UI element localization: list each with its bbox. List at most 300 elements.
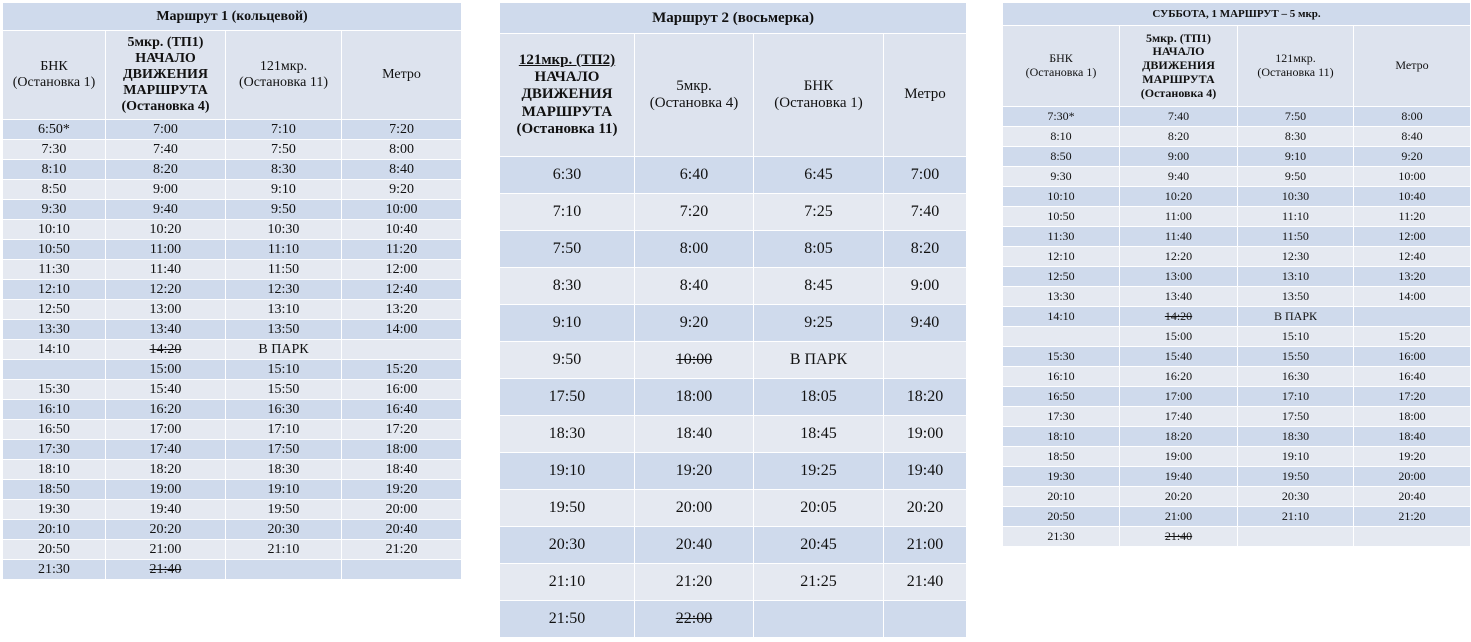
time-cell: 19:10 — [226, 480, 342, 500]
time-cell: 19:40 — [1120, 467, 1238, 487]
time-cell: 16:30 — [226, 400, 342, 420]
time-cell: 9:20 — [635, 305, 754, 342]
time-cell: 15:40 — [106, 380, 226, 400]
park-row — [500, 342, 967, 379]
table-row — [500, 231, 967, 268]
time-cell: 16:30 — [1238, 367, 1354, 387]
time-cell: 10:50 — [1003, 207, 1120, 227]
time-cell: 9:30 — [3, 200, 106, 220]
time-cell: 8:10 — [1003, 127, 1120, 147]
time-cell: 16:40 — [342, 400, 462, 420]
time-cell: 19:30 — [1003, 467, 1120, 487]
time-cell: 17:10 — [1238, 387, 1354, 407]
table-row — [3, 220, 462, 240]
route1-body — [3, 120, 462, 580]
cancelled-time-cell: 14:20 — [1120, 307, 1238, 327]
table-row — [1003, 187, 1471, 207]
time-cell: 9:00 — [1120, 147, 1238, 167]
time-cell: 16:10 — [3, 400, 106, 420]
time-cell: 9:00 — [884, 268, 967, 305]
time-cell: 18:30 — [1238, 427, 1354, 447]
time-cell: 9:20 — [1354, 147, 1471, 167]
cancelled-time-cell: 21:40 — [106, 560, 226, 580]
time-cell: 7:20 — [342, 120, 462, 140]
time-cell: 16:10 — [1003, 367, 1120, 387]
saturday-body — [1003, 107, 1471, 547]
table-row — [1003, 487, 1471, 507]
time-cell: 11:50 — [1238, 227, 1354, 247]
time-cell: 17:10 — [226, 420, 342, 440]
time-cell: 19:20 — [342, 480, 462, 500]
table-row — [500, 194, 967, 231]
time-cell: 10:30 — [1238, 187, 1354, 207]
time-cell: 8:00 — [342, 140, 462, 160]
time-cell: 15:00 — [106, 360, 226, 380]
time-cell: 13:00 — [106, 300, 226, 320]
time-cell: 18:10 — [1003, 427, 1120, 447]
time-cell: 20:50 — [3, 540, 106, 560]
time-cell: 8:20 — [1120, 127, 1238, 147]
time-cell: 20:00 — [1354, 467, 1471, 487]
time-cell: 19:20 — [1354, 447, 1471, 467]
time-cell: 13:10 — [226, 300, 342, 320]
to-depot-note: В ПАРК — [1238, 307, 1354, 327]
table-row — [3, 280, 462, 300]
table-row — [1003, 227, 1471, 247]
empty-cell — [226, 560, 342, 580]
table-row — [3, 200, 462, 220]
time-cell: 8:30 — [500, 268, 635, 305]
time-cell: 7:00 — [106, 120, 226, 140]
table-row — [3, 500, 462, 520]
table-row — [3, 520, 462, 540]
time-cell: 11:50 — [226, 260, 342, 280]
time-cell: 20:05 — [754, 490, 884, 527]
table-row — [500, 453, 967, 490]
time-cell: 19:25 — [754, 453, 884, 490]
time-cell: 21:40 — [884, 564, 967, 601]
time-cell — [3, 360, 106, 380]
time-cell: 15:30 — [1003, 347, 1120, 367]
time-cell: 21:10 — [1238, 507, 1354, 527]
time-cell: 12:40 — [1354, 247, 1471, 267]
time-cell: 11:30 — [3, 260, 106, 280]
time-cell: 12:40 — [342, 280, 462, 300]
table-row — [1003, 247, 1471, 267]
empty-cell — [1354, 307, 1471, 327]
time-cell: 6:45 — [754, 157, 884, 194]
time-cell: 20:20 — [884, 490, 967, 527]
time-cell: 18:40 — [342, 460, 462, 480]
time-cell: 20:30 — [500, 527, 635, 564]
table-row — [500, 490, 967, 527]
table-row — [3, 140, 462, 160]
time-cell: 13:30 — [1003, 287, 1120, 307]
time-cell: 18:20 — [106, 460, 226, 480]
route1-schedule-table — [2, 2, 462, 580]
route1-header-5mkr: 5мкр. (ТП1) НАЧАЛО ДВИЖЕНИЯ МАРШРУТА (Остановка 4) — [106, 31, 226, 120]
saturday-header-121mkr: 121мкр. (Остановка 11) — [1238, 26, 1354, 107]
cancelled-time-cell: 10:00 — [635, 342, 754, 379]
table-row — [3, 320, 462, 340]
time-cell: 8:05 — [754, 231, 884, 268]
time-cell: 7:10 — [226, 120, 342, 140]
saturday-header-metro: Метро — [1354, 26, 1471, 107]
time-cell: 17:00 — [1120, 387, 1238, 407]
time-cell: 10:30 — [226, 220, 342, 240]
time-cell: 12:20 — [1120, 247, 1238, 267]
time-cell: 17:20 — [342, 420, 462, 440]
time-cell: 14:00 — [342, 320, 462, 340]
table-row — [1003, 147, 1471, 167]
time-cell: 17:40 — [106, 440, 226, 460]
table-row — [500, 527, 967, 564]
empty-cell — [884, 601, 967, 638]
table-row — [3, 400, 462, 420]
time-cell: 7:00 — [884, 157, 967, 194]
route2-body — [500, 157, 967, 638]
time-cell: 14:00 — [1354, 287, 1471, 307]
table-row — [3, 540, 462, 560]
time-cell: 9:10 — [1238, 147, 1354, 167]
time-cell: 13:20 — [342, 300, 462, 320]
time-cell: 21:00 — [884, 527, 967, 564]
table-row — [1003, 127, 1471, 147]
time-cell: 18:45 — [754, 416, 884, 453]
time-cell: 9:40 — [106, 200, 226, 220]
time-cell: 9:10 — [226, 180, 342, 200]
saturday-title: СУББОТА, 1 МАРШРУТ – 5 мкр. — [1003, 3, 1471, 26]
table-row — [3, 180, 462, 200]
time-cell: 15:10 — [1238, 327, 1354, 347]
table-row — [1003, 327, 1471, 347]
time-cell: 19:10 — [1238, 447, 1354, 467]
table-row — [1003, 287, 1471, 307]
time-cell: 16:00 — [342, 380, 462, 400]
table-row — [500, 564, 967, 601]
park-row — [3, 340, 462, 360]
table-row — [1003, 107, 1471, 127]
time-cell: 7:50 — [1238, 107, 1354, 127]
table-row — [500, 268, 967, 305]
empty-cell — [754, 601, 884, 638]
time-cell: 17:50 — [1238, 407, 1354, 427]
time-cell: 18:50 — [3, 480, 106, 500]
time-cell: 10:40 — [342, 220, 462, 240]
time-cell: 12:00 — [342, 260, 462, 280]
time-cell: 16:40 — [1354, 367, 1471, 387]
route1-title: Маршрут 1 (кольцевой) — [3, 3, 462, 31]
time-cell: 8:30 — [226, 160, 342, 180]
time-cell: 12:30 — [1238, 247, 1354, 267]
time-cell: 13:40 — [106, 320, 226, 340]
time-cell: 19:00 — [884, 416, 967, 453]
time-cell: 19:30 — [3, 500, 106, 520]
time-cell: 11:10 — [1238, 207, 1354, 227]
to-depot-note: В ПАРК — [226, 340, 342, 360]
time-cell: 15:20 — [1354, 327, 1471, 347]
time-cell: 20:20 — [1120, 487, 1238, 507]
time-cell: 19:50 — [500, 490, 635, 527]
time-cell: 8:40 — [635, 268, 754, 305]
time-cell: 7:25 — [754, 194, 884, 231]
time-cell: 12:50 — [3, 300, 106, 320]
time-cell: 21:10 — [500, 564, 635, 601]
time-cell: 7:30 — [3, 140, 106, 160]
route1-header-bnk: БНК (Остановка 1) — [3, 31, 106, 120]
time-cell: 15:50 — [226, 380, 342, 400]
time-cell: 21:30 — [3, 560, 106, 580]
time-cell: 8:10 — [3, 160, 106, 180]
time-cell: 11:30 — [1003, 227, 1120, 247]
time-cell: 19:40 — [106, 500, 226, 520]
time-cell: 19:50 — [1238, 467, 1354, 487]
time-cell: 21:20 — [1354, 507, 1471, 527]
table-row — [3, 460, 462, 480]
time-cell: 20:40 — [342, 520, 462, 540]
table-row — [1003, 507, 1471, 527]
time-cell: 13:50 — [226, 320, 342, 340]
time-cell: 8:20 — [106, 160, 226, 180]
time-cell: 10:20 — [106, 220, 226, 240]
saturday-header-bnk: БНК (Остановка 1) — [1003, 26, 1120, 107]
time-cell: 9:50 — [226, 200, 342, 220]
time-cell: 12:00 — [1354, 227, 1471, 247]
time-cell — [1003, 327, 1120, 347]
time-cell: 13:30 — [3, 320, 106, 340]
time-cell: 21:20 — [342, 540, 462, 560]
time-cell: 20:20 — [106, 520, 226, 540]
time-cell: 15:00 — [1120, 327, 1238, 347]
time-cell: 10:00 — [342, 200, 462, 220]
last-row — [500, 601, 967, 638]
time-cell: 18:40 — [1354, 427, 1471, 447]
time-cell: 10:10 — [3, 220, 106, 240]
time-cell: 20:00 — [342, 500, 462, 520]
time-cell: 11:40 — [106, 260, 226, 280]
cancelled-time-cell: 14:20 — [106, 340, 226, 360]
time-cell: 21:10 — [226, 540, 342, 560]
route2-header-metro: Метро — [884, 34, 967, 157]
time-cell: 21:00 — [1120, 507, 1238, 527]
time-cell: 13:10 — [1238, 267, 1354, 287]
time-cell: 11:00 — [1120, 207, 1238, 227]
time-cell: 21:20 — [635, 564, 754, 601]
table-row — [1003, 467, 1471, 487]
table-row — [3, 240, 462, 260]
time-cell: 11:20 — [1354, 207, 1471, 227]
time-cell: 10:20 — [1120, 187, 1238, 207]
time-cell: 6:50* — [3, 120, 106, 140]
time-cell: 17:40 — [1120, 407, 1238, 427]
table-row — [500, 305, 967, 342]
time-cell: 15:40 — [1120, 347, 1238, 367]
time-cell: 12:10 — [1003, 247, 1120, 267]
time-cell: 11:00 — [106, 240, 226, 260]
time-cell: 20:10 — [3, 520, 106, 540]
time-cell: 12:20 — [106, 280, 226, 300]
time-cell: 8:20 — [884, 231, 967, 268]
time-cell: 12:10 — [3, 280, 106, 300]
time-cell: 13:20 — [1354, 267, 1471, 287]
empty-cell — [342, 340, 462, 360]
time-cell: 17:00 — [106, 420, 226, 440]
time-cell: 7:20 — [635, 194, 754, 231]
time-cell: 13:00 — [1120, 267, 1238, 287]
time-cell: 15:10 — [226, 360, 342, 380]
time-cell: 8:50 — [1003, 147, 1120, 167]
time-cell: 7:40 — [106, 140, 226, 160]
time-cell: 10:50 — [3, 240, 106, 260]
table-row — [1003, 447, 1471, 467]
time-cell: 13:40 — [1120, 287, 1238, 307]
time-cell: 9:30 — [1003, 167, 1120, 187]
table-row — [1003, 427, 1471, 447]
time-cell: 9:00 — [106, 180, 226, 200]
time-cell: 19:00 — [1120, 447, 1238, 467]
time-cell: 8:40 — [342, 160, 462, 180]
table-row — [500, 379, 967, 416]
table-row — [3, 440, 462, 460]
time-cell: 8:00 — [635, 231, 754, 268]
time-cell: 7:50 — [226, 140, 342, 160]
time-cell: 9:10 — [500, 305, 635, 342]
time-cell: 11:20 — [342, 240, 462, 260]
time-cell: 17:20 — [1354, 387, 1471, 407]
time-cell: 21:50 — [500, 601, 635, 638]
time-cell: 20:10 — [1003, 487, 1120, 507]
empty-cell — [1354, 527, 1471, 547]
route2-title: Маршрут 2 (восьмерка) — [500, 3, 967, 34]
time-cell: 9:50 — [1238, 167, 1354, 187]
table-row — [3, 120, 462, 140]
route1-header-121mkr: 121мкр. (Остановка 11) — [226, 31, 342, 120]
time-cell: 18:30 — [500, 416, 635, 453]
time-cell: 15:20 — [342, 360, 462, 380]
time-cell: 21:00 — [106, 540, 226, 560]
time-cell: 15:30 — [3, 380, 106, 400]
table-row — [3, 260, 462, 280]
route2-schedule-table — [499, 2, 967, 638]
time-cell: 20:30 — [226, 520, 342, 540]
time-cell: 11:10 — [226, 240, 342, 260]
time-cell: 18:00 — [342, 440, 462, 460]
empty-cell — [1238, 527, 1354, 547]
cancelled-time-cell: 22:00 — [635, 601, 754, 638]
time-cell: 13:50 — [1238, 287, 1354, 307]
park-row — [1003, 307, 1471, 327]
time-cell: 17:30 — [1003, 407, 1120, 427]
saturday-schedule-table — [1002, 2, 1471, 547]
table-row — [3, 360, 462, 380]
table-row — [1003, 367, 1471, 387]
time-cell: 8:45 — [754, 268, 884, 305]
time-cell: 18:20 — [884, 379, 967, 416]
time-cell: 20:45 — [754, 527, 884, 564]
time-cell: 20:40 — [635, 527, 754, 564]
route2-header-121mkr: 121мкр. (ТП2) НАЧАЛО ДВИЖЕНИЯ МАРШРУТА (Остановка 11) — [500, 34, 635, 157]
empty-cell — [342, 560, 462, 580]
time-cell: 19:50 — [226, 500, 342, 520]
time-cell: 9:25 — [754, 305, 884, 342]
time-cell: 12:50 — [1003, 267, 1120, 287]
time-cell: 18:00 — [635, 379, 754, 416]
table-row — [3, 160, 462, 180]
time-cell: 16:00 — [1354, 347, 1471, 367]
table-row — [1003, 207, 1471, 227]
time-cell: 10:10 — [1003, 187, 1120, 207]
time-cell: 18:50 — [1003, 447, 1120, 467]
table-row — [3, 300, 462, 320]
time-cell: 18:00 — [1354, 407, 1471, 427]
time-cell: 7:50 — [500, 231, 635, 268]
table-row — [1003, 167, 1471, 187]
time-cell: 10:00 — [1354, 167, 1471, 187]
table-row — [3, 420, 462, 440]
time-cell: 19:40 — [884, 453, 967, 490]
time-cell: 16:50 — [3, 420, 106, 440]
time-cell: 18:30 — [226, 460, 342, 480]
time-cell: 15:50 — [1238, 347, 1354, 367]
last-row — [1003, 527, 1471, 547]
time-cell: 8:00 — [1354, 107, 1471, 127]
time-cell: 16:50 — [1003, 387, 1120, 407]
time-cell: 18:10 — [3, 460, 106, 480]
time-cell: 6:30 — [500, 157, 635, 194]
route1-header-metro: Метро — [342, 31, 462, 120]
time-cell: 19:00 — [106, 480, 226, 500]
time-cell: 19:10 — [500, 453, 635, 490]
time-cell: 20:50 — [1003, 507, 1120, 527]
route2-header-5mkr: 5мкр. (Остановка 4) — [635, 34, 754, 157]
table-row — [500, 416, 967, 453]
table-row — [3, 480, 462, 500]
time-cell: 9:20 — [342, 180, 462, 200]
saturday-header-5mkr: 5мкр. (ТП1) НАЧАЛО ДВИЖЕНИЯ МАРШРУТА (Остановка 4) — [1120, 26, 1238, 107]
time-cell: 16:20 — [1120, 367, 1238, 387]
time-cell: 8:40 — [1354, 127, 1471, 147]
time-cell: 18:05 — [754, 379, 884, 416]
time-cell: 14:10 — [1003, 307, 1120, 327]
time-cell: 8:50 — [3, 180, 106, 200]
time-cell: 19:20 — [635, 453, 754, 490]
cancelled-time-cell: 21:40 — [1120, 527, 1238, 547]
time-cell: 17:30 — [3, 440, 106, 460]
time-cell: 20:30 — [1238, 487, 1354, 507]
time-cell: 7:40 — [1120, 107, 1238, 127]
time-cell: 14:10 — [3, 340, 106, 360]
time-cell: 7:40 — [884, 194, 967, 231]
time-cell: 20:00 — [635, 490, 754, 527]
time-cell: 21:25 — [754, 564, 884, 601]
time-cell: 9:40 — [884, 305, 967, 342]
table-row — [500, 157, 967, 194]
time-cell: 7:10 — [500, 194, 635, 231]
route2-header-bnk: БНК (Остановка 1) — [754, 34, 884, 157]
time-cell: 9:50 — [500, 342, 635, 379]
time-cell: 10:40 — [1354, 187, 1471, 207]
time-cell: 7:30* — [1003, 107, 1120, 127]
table-row — [3, 380, 462, 400]
time-cell: 16:20 — [106, 400, 226, 420]
table-row — [1003, 407, 1471, 427]
time-cell: 17:50 — [226, 440, 342, 460]
time-cell: 21:30 — [1003, 527, 1120, 547]
last-row — [3, 560, 462, 580]
to-depot-note: В ПАРК — [754, 342, 884, 379]
time-cell: 11:40 — [1120, 227, 1238, 247]
time-cell: 12:30 — [226, 280, 342, 300]
